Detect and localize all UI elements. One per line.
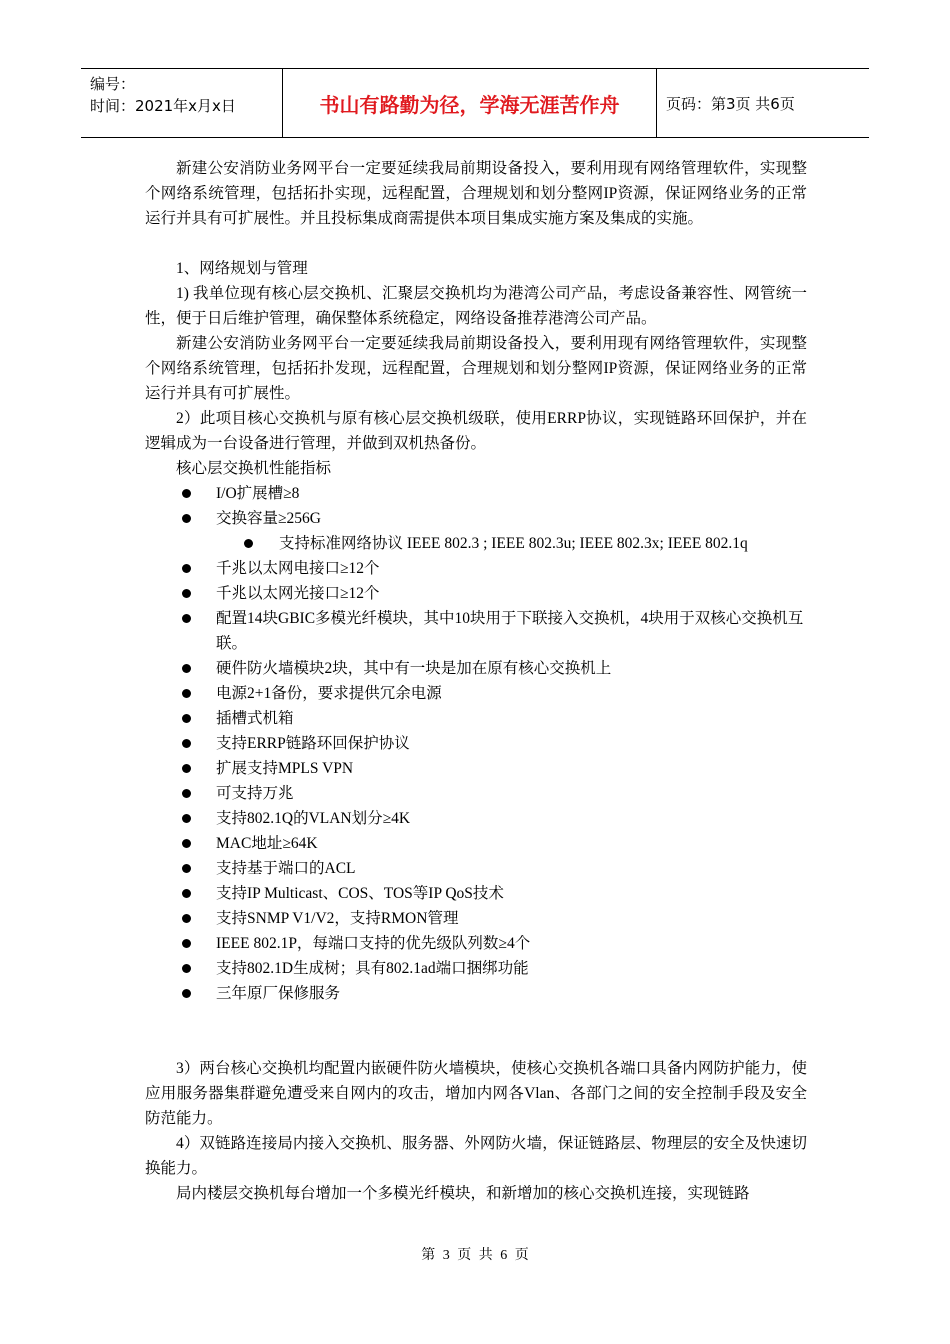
bullet-icon <box>182 989 191 998</box>
bullet-icon <box>182 864 191 873</box>
list-item: 支持标准网络协议 IEEE 802.3 ; IEEE 802.3u; IEEE 802.3x; IEEE 802.1q <box>145 531 807 556</box>
list-item: 插槽式机箱 <box>145 706 807 731</box>
paragraph-item4: 4）双链路连接局内接入交换机、服务器、外网防火墙，保证链路层、物理层的安全及快速切换能力。 <box>145 1135 807 1177</box>
bullet-icon <box>244 539 253 548</box>
intro-paragraph: 新建公安消防业务网平台一定要延续我局前期设备投入，要利用现有网络管理软件，实现整个网络系统管理，包括拓扑实现，远程配置，合理规划和划分整网IP资源，保证网络业务的正常运行并具有可扩展性。并且投标集成商需提供本项目集成实施方案及集成的实施。 <box>145 160 807 227</box>
header-number: 编号： <box>90 75 136 93</box>
header-date: 时间：2021年x月x日 <box>90 97 236 115</box>
bullet-icon <box>182 964 191 973</box>
list-item: 支持802.1Q的VLAN划分≥4K <box>145 806 807 831</box>
header-divider <box>656 69 657 137</box>
spec-title: 核心层交换机性能指标 <box>176 460 332 477</box>
page-header <box>81 68 869 138</box>
bullet-icon <box>182 489 191 498</box>
header-meta <box>90 73 236 117</box>
bullet-icon <box>182 764 191 773</box>
bullet-icon <box>182 839 191 848</box>
list-item: 支持基于端口的ACL <box>145 856 807 881</box>
bullet-icon <box>182 739 191 748</box>
bullet-icon <box>182 514 191 523</box>
bullet-icon <box>182 814 191 823</box>
list-item: 支持802.1D生成树；具有802.1ad端口捆绑功能 <box>145 956 807 981</box>
header-motto: 书山有路勤为径，学海无涯苦作舟 <box>319 92 620 117</box>
paragraph-item1b: 新建公安消防业务网平台一定要延续我局前期设备投入，要利用现有网络管理软件，实现整个网络系统管理，包括拓扑发现，远程配置，合理规划和划分整网IP资源，保证网络业务的正常运行并具有可扩展性。 <box>145 335 807 402</box>
list-item: 电源2+1备份，要求提供冗余电源 <box>145 681 807 706</box>
bullet-icon <box>182 564 191 573</box>
bullet-icon <box>182 689 191 698</box>
list-item: 支持ERRP链路环回保护协议 <box>145 731 807 756</box>
bullet-icon <box>182 714 191 723</box>
paragraph-item3: 3）两台核心交换机均配置内嵌硬件防火墙模块，使核心交换机各端口具备内网防护能力，使应用服务器集群避免遭受来自网内的攻击，增加内网各Vlan、各部门之间的安全控制手段及安全防范能力。 <box>145 1060 807 1127</box>
bullet-icon <box>182 789 191 798</box>
list-item: 千兆以太网光接口≥12个 <box>145 581 807 606</box>
list-item: 支持IP Multicast、COS、TOS等IP QoS技术 <box>145 881 807 906</box>
spec-list <box>145 481 807 1006</box>
page-footer: 第 3 页 共 6 页 <box>421 1248 529 1263</box>
list-item: 千兆以太网电接口≥12个 <box>145 556 807 581</box>
bullet-icon <box>182 589 191 598</box>
list-item: 支持SNMP V1/V2，支持RMON管理 <box>145 906 807 931</box>
section-title: 1、网络规划与管理 <box>176 260 308 277</box>
list-item: MAC地址≥64K <box>145 831 807 856</box>
list-item: 硬件防火墙模块2块，其中有一块是加在原有核心交换机上 <box>145 656 807 681</box>
paragraph-item1: 1) 我单位现有核心层交换机、汇聚层交换机均为港湾公司产品，考虑设备兼容性、网管统一性，便于日后维护管理，确保整体系统稳定，网络设备推荐港湾公司产品。 <box>145 285 807 327</box>
bullet-icon <box>182 664 191 673</box>
bullet-icon <box>182 614 191 623</box>
list-item: 交换容量≥256G <box>145 506 807 531</box>
paragraph-item5: 局内楼层交换机每台增加一个多模光纤模块，和新增加的核心交换机连接，实现链路 <box>176 1185 750 1202</box>
bullet-icon <box>182 939 191 948</box>
list-item: 配置14块GBIC多模光纤模块，其中10块用于下联接入交换机，4块用于双核心交换机互联。 <box>145 606 807 656</box>
list-item: 三年原厂保修服务 <box>145 981 807 1006</box>
document-body <box>145 156 807 1206</box>
bullet-icon <box>182 889 191 898</box>
paragraph-item2: 2）此项目核心交换机与原有核心层交换机级联，使用ERRP协议，实现链路环回保护，并在逻辑成为一台设备进行管理，并做到双机热备份。 <box>145 410 807 452</box>
header-page-number: 页码：第3页 共6页 <box>666 94 795 113</box>
list-item: 可支持万兆 <box>145 781 807 806</box>
list-item: IEEE 802.1P，每端口支持的优先级队列数≥4个 <box>145 931 807 956</box>
bullet-icon <box>182 914 191 923</box>
list-item: I/O扩展槽≥8 <box>145 481 807 506</box>
list-item: 扩展支持MPLS VPN <box>145 756 807 781</box>
